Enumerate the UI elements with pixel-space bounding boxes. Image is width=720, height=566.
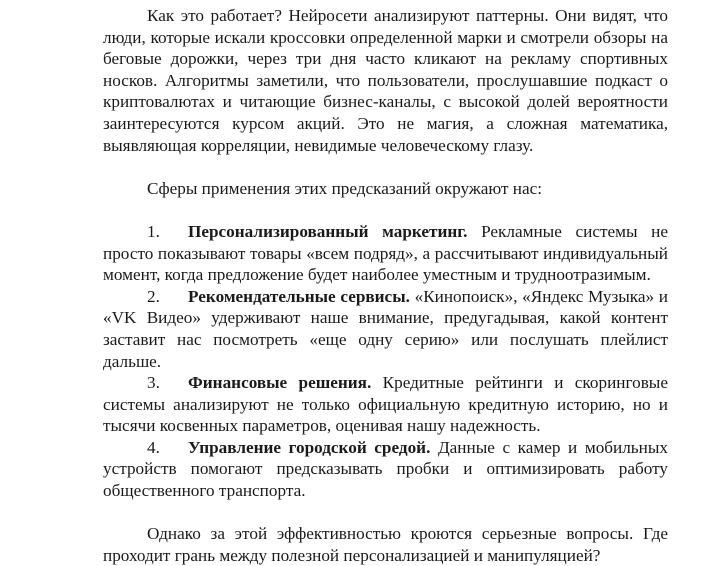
blank-line (103, 502, 668, 524)
list-item-title: Рекомендательные сервисы. (188, 286, 410, 306)
list-number: 3. (147, 373, 160, 393)
list-item-text: Данные с камер и мобильных устройств помогают предсказывать пробки и оптимизировать работу общественного транспорта. (103, 437, 668, 501)
list-number: 4. (147, 437, 160, 457)
list-number: 2. (147, 286, 160, 306)
blank-line (103, 199, 668, 221)
list-item-title: Персонализированный маркетинг. (188, 221, 468, 241)
document-page (103, 5, 668, 566)
list-item-text: «Кинопоиск», «Яндекс Музыка» и «VK Видео» удерживают наше внимание, предугадывая, какой контент заставит нас посмотреть «еще одну серию» или послушать плейлист дальше. (103, 286, 668, 371)
list-item (103, 372, 668, 437)
blank-line (103, 156, 668, 178)
list-item (103, 286, 668, 372)
intro-paragraph: Как это работает? Нейросети анализируют паттерны. Они видят, что люди, которые искали кроссовки определенной марки и смотрели обзоры на беговые дорожки, через три дня часто кликают на рекламу спортивных носков. Алгоритмы заметили, что пользователи, прослушавшие подкаст о криптовалютах и читающие бизнес-каналы, с высокой долей вероятности заинтересуются курсом акций. Это не магия, а сложная математика, выявляющая корреляции, невидимые человеческому глазу. (103, 6, 668, 155)
list-item-title: Управление городской средой. (188, 437, 431, 457)
closing-paragraph: Однако за этой эффективностью кроются серьезные вопросы. Где проходит грань между полезной персонализацией и манипуляцией? (103, 524, 668, 565)
list-item (103, 221, 668, 286)
list-item (103, 437, 668, 502)
list-number: 1. (147, 221, 160, 241)
list-item-text: Кредитные рейтинги и скоринговые системы анализируют не только официальную кредитную историю, но и тысячи косвенных параметров, оценивая нашу надежность. (103, 373, 668, 436)
list-item-text: Рекламные системы не просто показывают товары «всем подряд», а рассчитывают индивидуальный момент, когда предложение будет наиболее уместным и трудноотразимым. (103, 221, 668, 285)
spheres-intro: Сферы применения этих предсказаний окружают нас: (147, 178, 542, 198)
list-item-title: Финансовые решения. (188, 373, 372, 393)
